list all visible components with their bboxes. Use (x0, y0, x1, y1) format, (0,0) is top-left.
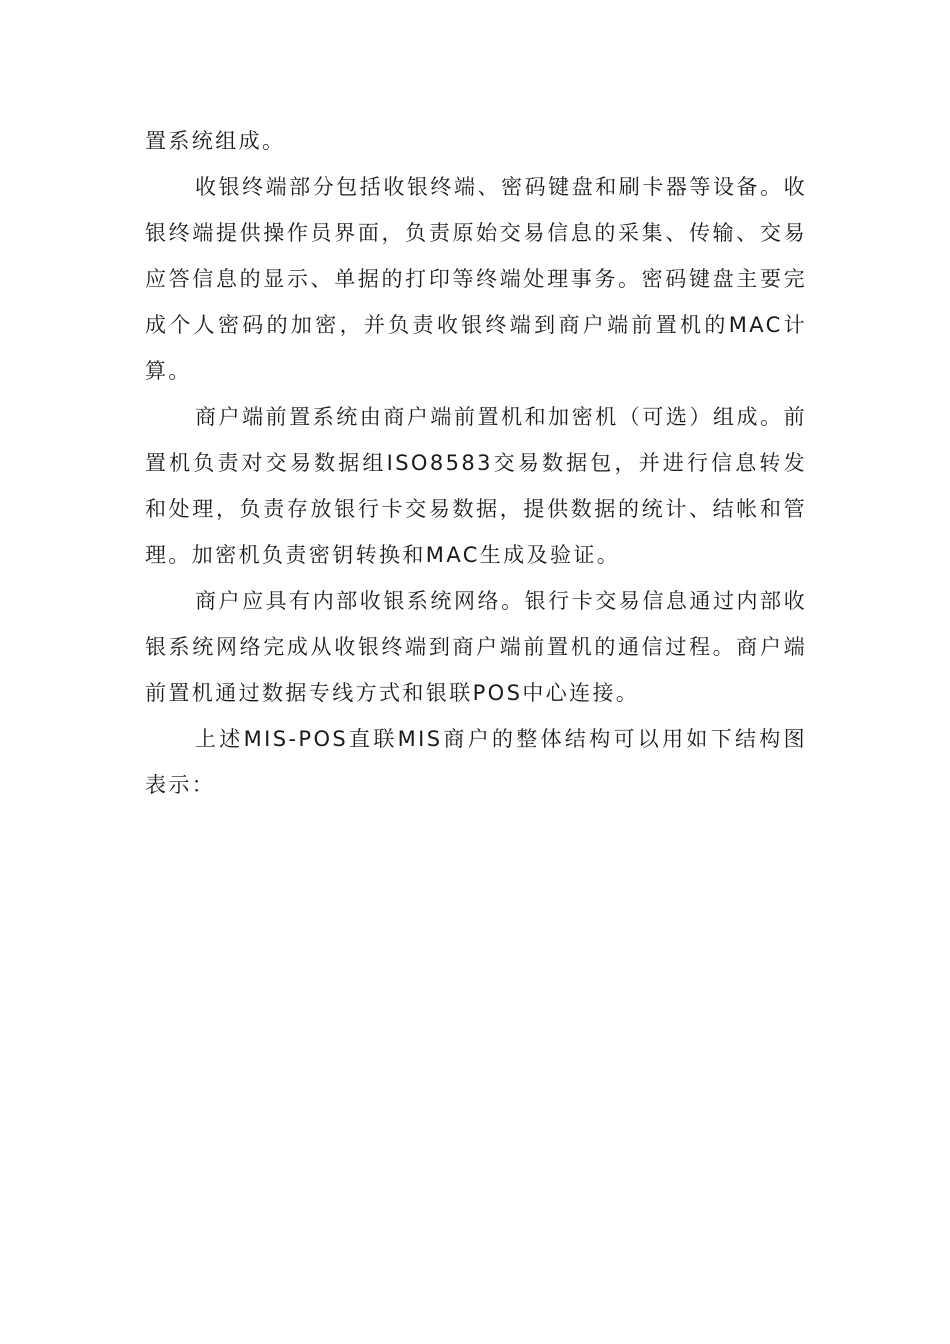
document-body (145, 118, 807, 808)
paragraph-cashier-terminal: 收银终端部分包括收银终端、密码键盘和刷卡器等设备。收银终端提供操作员界面，负责原始交易信息的采集、传输、交易应答信息的显示、单据的打印等终端处理事务。密码键盘主要完成个人密码的加密，并负责收银终端到商户端前置机的MAC计算。 (145, 175, 807, 383)
paragraph-structure-intro: 上述MIS-POS直联MIS商户的整体结构可以用如下结构图表示： (145, 727, 807, 797)
paragraph-internal-network: 商户应具有内部收银系统网络。银行卡交易信息通过内部收银系统网络完成从收银终端到商户端前置机的通信过程。商户端前置机通过数据专线方式和银联POS中心连接。 (145, 589, 807, 705)
paragraph-merchant-front-system: 商户端前置系统由商户端前置机和加密机（可选）组成。前置机负责对交易数据组ISO8583交易数据包，并进行信息转发和处理，负责存放银行卡交易数据，提供数据的统计、结帐和管理。加密机负责密钥转换和MAC生成及验证。 (145, 405, 807, 567)
paragraph-continuation: 置系统组成。 (145, 129, 286, 153)
